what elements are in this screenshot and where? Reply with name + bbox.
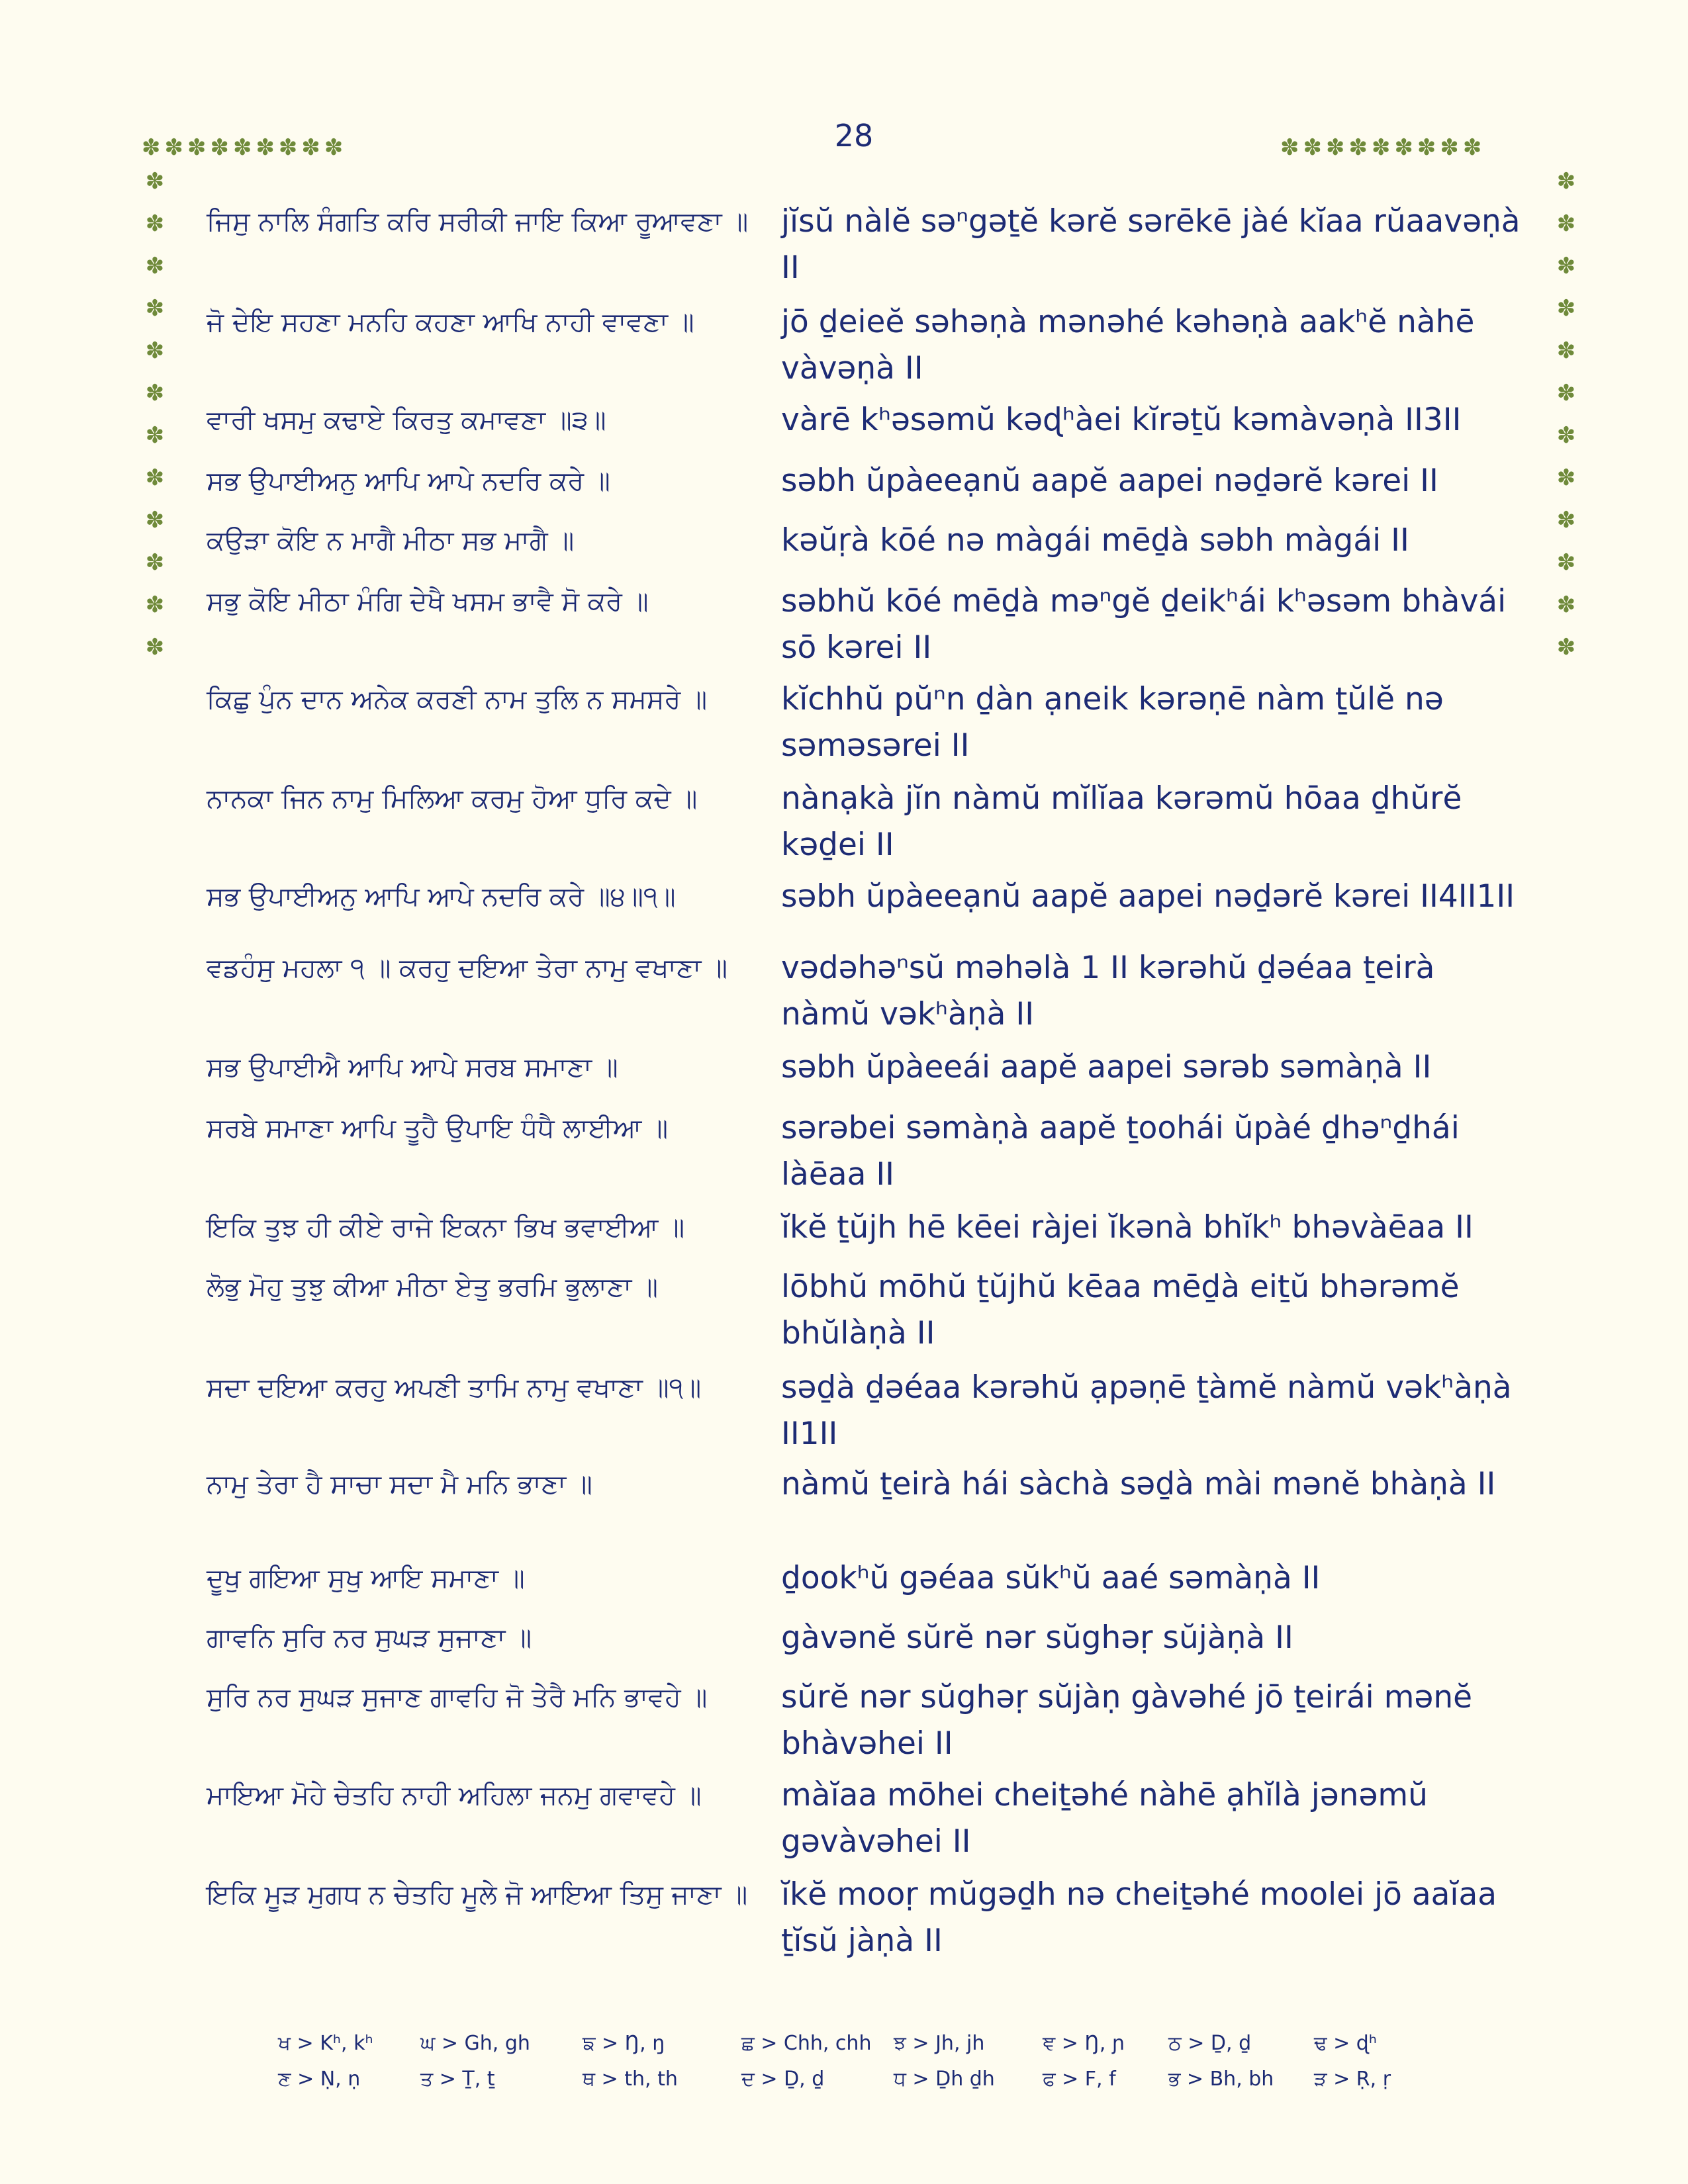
transliteration-line: sərəbei səmàṇà aapĕ ṯoohái ŭpàé ḏhəⁿḏhái làēaa II	[781, 1110, 1460, 1193]
transliteration-line: màĭaa mōhei cheiṯəhé nàhē ạhĭlà jənəmŭ gəvàvəhei II	[781, 1777, 1428, 1860]
gurmukhi-line: ਗਾਵਨਿ ਸੁਰਿ ਨਰ ਸੁਘੜ ਸੁਜਾਣਾ ॥	[207, 1623, 532, 1653]
legend-item: ਛ > Chh, chh	[741, 2032, 872, 2055]
gurmukhi-line: ਜੋ ਦੇਇ ਸਹਣਾ ਮਨਹਿ ਕਹਣਾ ਆਖਿ ਨਾਹੀ ਵਾਵਣਾ ॥	[207, 307, 694, 338]
legend-item: ਘ > Gh, gh	[420, 2032, 530, 2055]
legend-item: ਝ > Jh, jh	[894, 2032, 985, 2055]
gurmukhi-line: ਮਾਇਆ ਮੋਹੇ ਚੇਤਹਿ ਨਾਹੀ ਅਹਿਲਾ ਜਨਮੁ ਗਵਾਵਹੇ ॥	[207, 1780, 702, 1811]
legend-item: ਭ > Bh, bh	[1168, 2068, 1274, 2091]
ornament-border-top-right: ✽✽✽✽✽✽✽✽✽	[1280, 134, 1486, 161]
gurmukhi-line: ਇਕਿ ਤੁਝ ਹੀ ਕੀਏ ਰਾਜੇ ਇਕਨਾ ਭਿਖ ਭਵਾਈਆ ॥	[207, 1212, 685, 1243]
page-number: 28	[834, 118, 874, 154]
gurmukhi-line: ਸਭੁ ਕੋਇ ਮੀਠਾ ਮੰਗਿ ਦੇਖੈ ਖਸਮ ਭਾਵੈ ਸੋ ਕਰੇ ॥	[207, 586, 649, 617]
legend-item: ੜ > Ṛ, ṛ	[1314, 2068, 1391, 2091]
gurmukhi-line: ਦੂਖੁ ਗਇਆ ਸੁਖੁ ਆਇ ਸਮਾਣਾ ॥	[207, 1563, 525, 1594]
gurmukhi-line: ਜਿਸੁ ਨਾਲਿ ਸੰਗਤਿ ਕਰਿ ਸਰੀਕੀ ਜਾਇ ਕਿਆ ਰੂਆਵਣਾ ॥	[207, 206, 749, 237]
transliteration-line: səbh ŭpàeeái aapĕ aapei sərəb səmàṇà II	[781, 1049, 1432, 1085]
legend-item: ਥ > th, th	[583, 2068, 678, 2091]
transliteration-line: ḏookʰŭ gəéaa sŭkʰŭ aaé səmàṇà II	[781, 1560, 1321, 1596]
legend-item: ਫ > F, f	[1043, 2068, 1116, 2091]
gurmukhi-line: ਸਭ ਉਪਾਈਅਨੁ ਆਪਿ ਆਪੇ ਨਦਰਿ ਕਰੇ ॥	[207, 466, 610, 496]
gurmukhi-line: ਨਾਨਕਾ ਜਿਨ ਨਾਮੁ ਮਿਲਿਆ ਕਰਮੁ ਹੋਆ ਧੁਰਿ ਕਦੇ ॥	[207, 784, 698, 814]
legend-item: ਢ > ɖʰ	[1314, 2032, 1377, 2055]
gurmukhi-line: ਸਭ ਉਪਾਈਐ ਆਪਿ ਆਪੇ ਸਰਬ ਸਮਾਣਾ ॥	[207, 1052, 618, 1083]
transliteration-line: lōbhŭ mōhŭ ṯŭjhŭ kēaa mēḏà eiṯŭ bhərəmĕ bhŭlàṇà II	[781, 1269, 1460, 1351]
transliteration-line: nàmŭ ṯeirà hái sàchà səḏà mài mənĕ bhàṇà II	[781, 1466, 1496, 1502]
transliteration-line: vədəhəⁿsŭ məhəlà 1 II kərəhŭ ḏəéaa ṯeirà nàmŭ vəkʰàṇà II	[781, 950, 1435, 1032]
gurmukhi-line: ਇਕਿ ਮੂੜ ਮੁਗਧ ਨ ਚੇਤਹਿ ਮੂਲੇ ਜੋ ਆਇਆ ਤਿਸੁ ਜਾਣਾ ॥	[207, 1880, 748, 1910]
gurmukhi-line: ਸਦਾ ਦਇਆ ਕਰਹੁ ਅਪਣੀ ਤਾਮਿ ਨਾਮੁ ਵਖਾਣਾ ॥੧॥	[207, 1373, 702, 1403]
transliteration-line: kəŭṛà kōé nə màgái mēḏà səbh màgái II	[781, 522, 1409, 559]
legend-row	[278, 2032, 1470, 2068]
transliteration-line: jĭsŭ nàlĕ səⁿgəṯĕ kərĕ sərēkē jàé kĭaa rŭaavəṇà II	[781, 203, 1521, 286]
ornament-border-top-left: ✽✽✽✽✽✽✽✽✽	[142, 134, 348, 161]
gurmukhi-line: ਲੋਭੁ ਮੋਹੁ ਤੁਝੁ ਕੀਆ ਮੀਠਾ ਏਤੁ ਭਰਮਿ ਭੁਲਾਣਾ ॥	[207, 1272, 658, 1302]
legend-item: ਧ > Ḏh ḏh	[894, 2068, 995, 2091]
legend-item: ਣ > Ṇ, ṇ	[278, 2068, 361, 2091]
gurmukhi-line: ਨਾਮੁ ਤੇਰਾ ਹੈ ਸਾਚਾ ਸਦਾ ਮੈ ਮਨਿ ਭਾਣਾ ॥	[207, 1469, 592, 1500]
transliteration-legend	[278, 2032, 1470, 2103]
transliteration-line: jō ḏeieĕ səhəṇà mənəhé kəhəṇà aakʰĕ nàhē vàvəṇà II	[781, 304, 1475, 387]
transliteration-line: ĭkĕ ṯŭjh hē kēei ràjei ĭkənà bhĭkʰ bhəvàēaa II	[781, 1209, 1474, 1246]
legend-item: ਙ > Ŋ, ŋ	[583, 2032, 665, 2055]
legend-row	[278, 2068, 1470, 2103]
transliteration-line: ĭkĕ mooṛ mŭgəḏh nə cheiṯəhé moolei jō aaĭaa ṯĭsŭ jàṇà II	[781, 1876, 1497, 1959]
transliteration-line: sŭrĕ nər sŭghəṛ sŭjàṇ gàvəhé jō ṯeirái mənĕ bhàvəhei II	[781, 1679, 1473, 1762]
ornament-border-left: ✽ ✽ ✽ ✽ ✽ ✽ ✽ ✽ ✽ ✽ ✽ ✽	[145, 168, 165, 660]
transliteration-line: səbh ŭpàeeạnŭ aapĕ aapei nəḏərĕ kərei II	[781, 463, 1438, 499]
gurmukhi-line: ਸੁਰਿ ਨਰ ਸੁਘੜ ਸੁਜਾਣ ਗਾਵਹਿ ਜੋ ਤੇਰੈ ਮਨਿ ਭਾਵਹੇ ॥	[207, 1682, 708, 1713]
gurmukhi-line: ਵਡਹੰਸੁ ਮਹਲਾ ੧ ॥ ਕਰਹੁ ਦਇਆ ਤੇਰਾ ਨਾਮੁ ਵਖਾਣਾ ॥	[207, 953, 727, 983]
legend-item: ਤ > Ṯ, ṯ	[420, 2068, 495, 2091]
gurmukhi-line: ਕਿਛੁ ਪੁੰਨ ਦਾਨ ਅਨੇਕ ਕਰਣੀ ਨਾਮ ਤੁਲਿ ਨ ਸਮਸਰੇ ॥	[207, 684, 708, 715]
transliteration-line: vàrē kʰəsəmŭ kəɖʰàei kĭrəṯŭ kəmàvəṇà II3II	[781, 402, 1462, 438]
gurmukhi-line: ਕਉੜਾ ਕੋਇ ਨ ਮਾਗੈ ਮੀਠਾ ਸਭ ਮਾਗੈ ॥	[207, 525, 575, 556]
legend-item: ਖ > Kʰ, kʰ	[278, 2032, 373, 2055]
gurmukhi-line: ਸਭ ਉਪਾਈਅਨੁ ਆਪਿ ਆਪੇ ਨਦਰਿ ਕਰੇ ॥੪॥੧॥	[207, 882, 676, 912]
ornament-border-right: ✽ ✽ ✽ ✽ ✽ ✽ ✽ ✽ ✽ ✽ ✽ ✽	[1556, 168, 1576, 660]
transliteration-line: səbhŭ kōé mēḏà məⁿgĕ ḏeikʰái kʰəsəm bhàvái sō kərei II	[781, 583, 1507, 666]
transliteration-line: səḏà ḏəéaa kərəhŭ ạpəṇē ṯàmĕ nàmŭ vəkʰàṇà II1II	[781, 1369, 1512, 1452]
transliteration-line: gàvənĕ sŭrĕ nər sŭghəṛ sŭjàṇà II	[781, 1619, 1293, 1656]
transliteration-line: nànạkà jĭn nàmŭ mĭlĭaa kərəmŭ hōaa ḏhŭrĕ kəḏei II	[781, 780, 1462, 863]
gurmukhi-line: ਵਾਰੀ ਖਸਮੁ ਕਢਾਏ ਕਿਰਤੁ ਕਮਾਵਣਾ ॥੩॥	[207, 405, 606, 435]
transliteration-line: səbh ŭpàeeạnŭ aapĕ aapei nəḏərĕ kərei II4II1II	[781, 878, 1515, 915]
transliteration-line: kĭchhŭ pŭⁿn ḏàn ạneik kərəṇē nàm ṯŭlĕ nə səməsərei II	[781, 681, 1444, 764]
legend-item: ਦ > Ḏ, ḏ	[741, 2068, 825, 2091]
gurmukhi-line: ਸਰਬੇ ਸਮਾਣਾ ਆਪਿ ਤੂਹੈ ਉਪਾਇ ਧੰਧੈ ਲਾਈਆ ॥	[207, 1113, 669, 1144]
legend-item: ਠ > Ḏ, ḏ	[1168, 2032, 1252, 2055]
legend-item: ਞ > Ŋ, ɲ	[1043, 2032, 1125, 2055]
